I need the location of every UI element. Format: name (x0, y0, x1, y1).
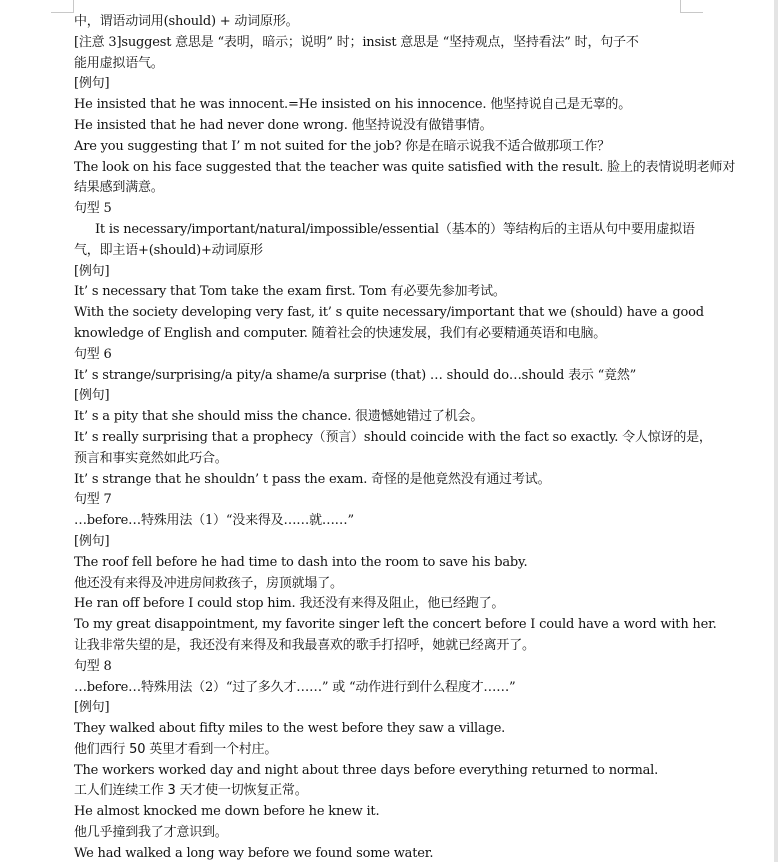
example-sentence: He ran off before I could stop him. 我还没有来得及阻止，他已经跑了。 (74, 596, 505, 612)
paragraph-line: 能用虚拟语气。 (74, 55, 164, 71)
example-translation: 他还没有来得及冲进房间救孩子，房顶就塌了。 (74, 575, 343, 591)
example-translation: 他们西行 50 英里才看到一个村庄。 (74, 741, 278, 757)
example-sentence: The roof fell before he had time to dash into the room to save his baby. (74, 554, 528, 570)
note-3-line: [注意 3]suggest 意思是 “表明，暗示；说明” 时；insist 意思是 “坚持观点，坚持看法” 时，句子不 (74, 34, 639, 50)
example-label: [例句] (74, 76, 110, 92)
example-sentence: To my great disappointment, my favorite singer left the concert before I could have a word with her. (74, 617, 717, 633)
example-label: [例句] (74, 263, 110, 279)
pattern-8-rule: …before…特殊用法（2）“过了多久才……” 或 “动作进行到什么程度才……” (74, 679, 516, 695)
pattern-6-rule: It’ s strange/surprising/a pity/a shame/a surprise (that) … should do…should 表示 “竟然” (74, 367, 637, 383)
pattern-6-heading: 句型 6 (74, 346, 112, 362)
example-sentence-continued: knowledge of English and computer. 随着社会的快速发展，我们有必要精通英语和电脑。 (74, 325, 607, 341)
pattern-5-rule: It is necessary/important/natural/impossible/essential（基本的）等结构后的主语从句中要用虚拟语 (95, 221, 695, 237)
example-label: [例句] (74, 533, 110, 549)
example-label: [例句] (74, 388, 110, 404)
paragraph-line: 中，谓语动词用(should) + 动词原形。 (74, 14, 299, 29)
vertical-scrollbar-track[interactable] (774, 0, 778, 862)
document-body[interactable] (74, 12, 736, 865)
pattern-5-rule-continued: 气，即主语+(should)+动词原形 (74, 242, 263, 258)
example-label: [例句] (74, 700, 110, 716)
example-sentence: They walked about fifty miles to the west before they saw a village. (74, 721, 506, 737)
example-sentence: The workers worked day and night about three days before everything returned to normal. (74, 762, 659, 778)
pattern-5-heading: 句型 5 (74, 201, 112, 217)
pattern-7-rule: …before…特殊用法（1）“没来得及……就……” (74, 513, 354, 529)
example-sentence-continued: 预言和事实竟然如此巧合。 (74, 450, 228, 466)
example-sentence: It’ s really surprising that a prophecy（预言）should coincide with the fact so exactly. 令人惊讶的是， (74, 429, 712, 445)
example-translation: 工人们连续工作 3 天才使一切恢复正常。 (74, 783, 308, 799)
example-sentence: It’ s strange that he shouldn’ t pass the exam. 奇怪的是他竟然没有通过考试。 (74, 471, 551, 487)
margin-corner-mark-right (680, 0, 703, 13)
pattern-8-heading: 句型 8 (74, 658, 112, 674)
margin-corner-mark-left (51, 0, 74, 13)
example-sentence: We had walked a long way before we found some water. (74, 845, 434, 861)
example-sentence: It’ s necessary that Tom take the exam first. Tom 有必要先参加考试。 (74, 284, 506, 300)
pattern-7-heading: 句型 7 (74, 492, 112, 508)
example-sentence: Are you suggesting that I’ m not suited for the job? 你是在暗示说我不适合做那项工作？ (74, 138, 610, 154)
example-sentence-continued: 结果感到满意。 (74, 180, 164, 196)
example-sentence: He insisted that he had never done wrong. 他坚持说没有做错事情。 (74, 117, 493, 133)
example-sentence: He insisted that he was innocent.=He insisted on his innocence. 他坚持说自己是无辜的。 (74, 97, 632, 113)
example-sentence: With the society developing very fast, it’ s quite necessary/important that we (should) have a good (74, 305, 704, 321)
example-translation: 让我非常失望的是，我还没有来得及和我最喜欢的歌手打招呼，她就已经离开了。 (74, 637, 535, 653)
example-sentence: He almost knocked me down before he knew it. (74, 804, 380, 820)
example-sentence: The look on his face suggested that the teacher was quite satisfied with the result. 脸上的表情说明老师对 (74, 159, 736, 175)
example-sentence: It’ s a pity that she should miss the chance. 很遗憾她错过了机会。 (74, 409, 484, 425)
example-translation: 他几乎撞到我了才意识到。 (74, 825, 228, 841)
